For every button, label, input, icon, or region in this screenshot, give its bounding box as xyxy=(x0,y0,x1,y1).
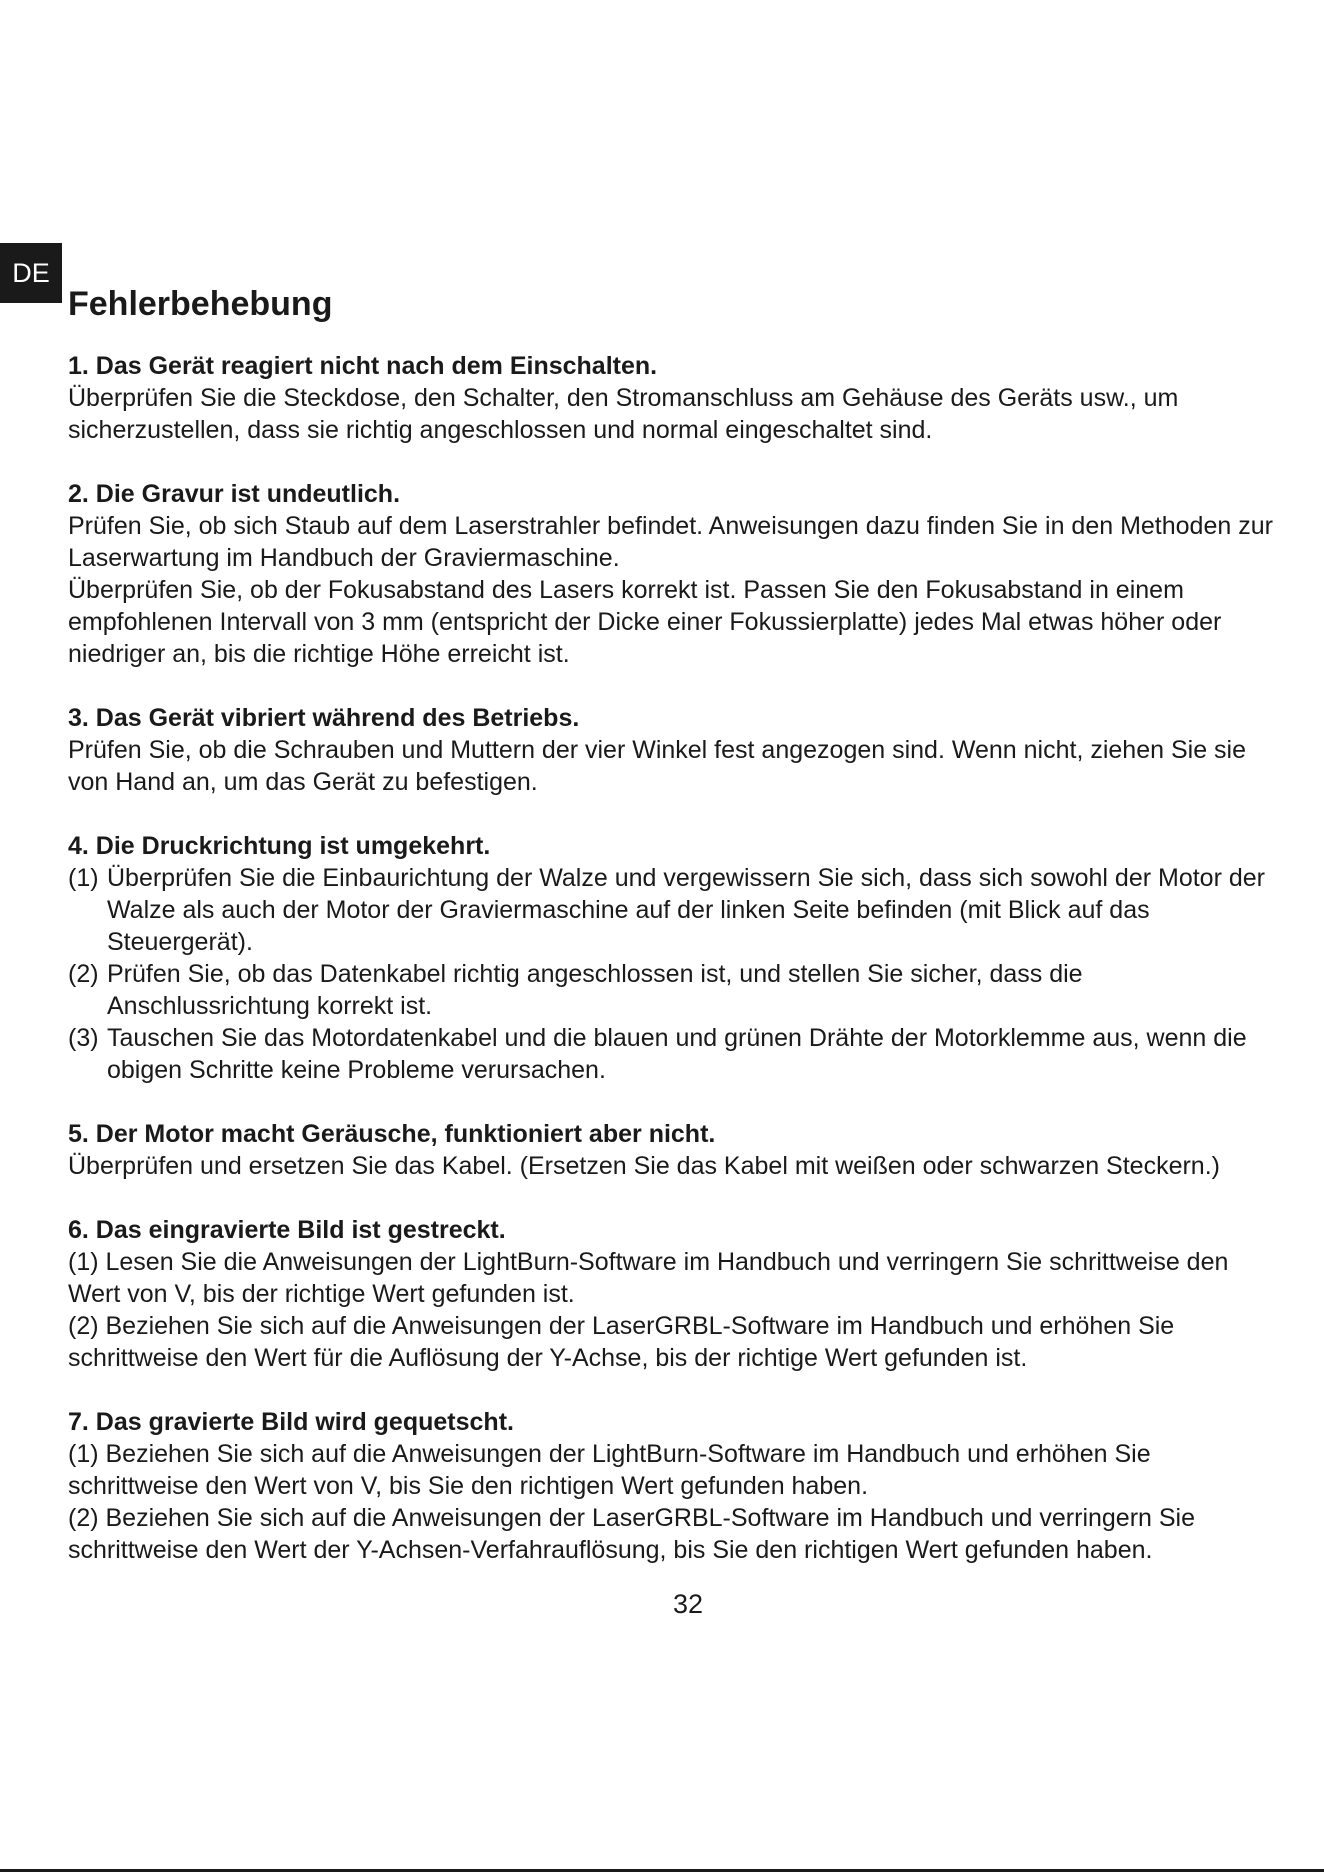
section-1 xyxy=(68,350,1278,446)
paragraph: Prüfen Sie, ob sich Staub auf dem Laserstrahler befindet. Anweisungen dazu finden Sie in den Methoden zur Laserwartung im Handbuch der Graviermaschine. xyxy=(68,512,1273,572)
paragraph: Überprüfen Sie, ob der Fokusabstand des Lasers korrekt ist. Passen Sie den Fokusabstand in einem empfohlenen Intervall von 3 mm (entspricht der Dicke einer Fokussierplatte) jedes Mal etwas höher oder niedriger an, bis die richtige Höhe erreicht ist. xyxy=(68,576,1222,668)
paragraph: (2) Beziehen Sie sich auf die Anweisungen der LaserGRBL-Software im Handbuch und erhöhen Sie schrittweise den Wert für die Auflösung der Y-Achse, bis der richtige Wert gefunden ist. xyxy=(68,1312,1175,1372)
list-item xyxy=(68,1022,1278,1086)
section-heading: 3. Das Gerät vibriert während des Betriebs. xyxy=(68,704,580,732)
list-item xyxy=(68,958,1278,1022)
section-heading: 4. Die Druckrichtung ist umgekehrt. xyxy=(68,832,491,860)
section-3 xyxy=(68,702,1278,798)
list-marker: (3) xyxy=(68,1024,99,1052)
list-item-text: Prüfen Sie, ob das Datenkabel richtig angeschlossen ist, und stellen Sie sicher, dass die Anschlussrichtung korrekt ist. xyxy=(107,960,1083,1020)
list-item-text: Tauschen Sie das Motordatenkabel und die blauen und grünen Drähte der Motorklemme aus, wenn die obigen Schritte keine Probleme verursachen. xyxy=(107,1024,1247,1084)
section-4 xyxy=(68,830,1278,1086)
section-heading: 5. Der Motor macht Geräusche, funktioniert aber nicht. xyxy=(68,1120,716,1148)
paragraph: (1) Lesen Sie die Anweisungen der LightBurn-Software im Handbuch und verringern Sie schrittweise den Wert von V, bis der richtige Wert gefunden ist. xyxy=(68,1248,1229,1308)
paragraph: Überprüfen Sie die Steckdose, den Schalter, den Stromanschluss am Gehäuse des Geräts usw., um sicherzustellen, dass sie richtig angeschlossen und normal eingeschaltet sind. xyxy=(68,384,1179,444)
language-tab: DE xyxy=(0,243,62,303)
list-item-text: Überprüfen Sie die Einbaurichtung der Walze und vergewissern Sie sich, dass sich sowohl der Motor der Walze als auch der Motor der Graviermaschine auf der linken Seite befinden (mit Blick auf das Steuergerät). xyxy=(107,864,1265,956)
page-title: Fehlerbehebung xyxy=(68,285,333,323)
paragraph: Prüfen Sie, ob die Schrauben und Muttern der vier Winkel fest angezogen sind. Wenn nicht, ziehen Sie sie von Hand an, um das Gerät zu befestigen. xyxy=(68,736,1247,796)
document-body xyxy=(68,280,1278,1598)
section-5 xyxy=(68,1118,1278,1182)
page-number: 32 xyxy=(672,1589,704,1619)
section-7 xyxy=(68,1406,1278,1566)
paragraph: (2) Beziehen Sie sich auf die Anweisungen der LaserGRBL-Software im Handbuch und verringern Sie schrittweise den Wert der Y-Achsen-Verfahrauflösung, bis Sie den richtigen Wert gefunden haben. xyxy=(68,1504,1196,1564)
section-2 xyxy=(68,478,1278,670)
list-marker: (1) xyxy=(68,864,99,892)
list-item xyxy=(68,862,1278,958)
section-heading: 2. Die Gravur ist undeutlich. xyxy=(68,480,401,508)
section-heading: 6. Das eingravierte Bild ist gestreckt. xyxy=(68,1216,506,1244)
paragraph: (1) Beziehen Sie sich auf die Anweisungen der LightBurn-Software im Handbuch und erhöhen Sie schrittweise den Wert von V, bis Sie den richtigen Wert gefunden haben. xyxy=(68,1440,1151,1500)
list-marker: (2) xyxy=(68,960,99,988)
section-heading: 1. Das Gerät reagiert nicht nach dem Einschalten. xyxy=(68,352,658,380)
section-heading: 7. Das gravierte Bild wird gequetscht. xyxy=(68,1408,514,1436)
paragraph: Überprüfen und ersetzen Sie das Kabel. (Ersetzen Sie das Kabel mit weißen oder schwarzen Steckern.) xyxy=(68,1152,1220,1180)
section-6 xyxy=(68,1214,1278,1374)
